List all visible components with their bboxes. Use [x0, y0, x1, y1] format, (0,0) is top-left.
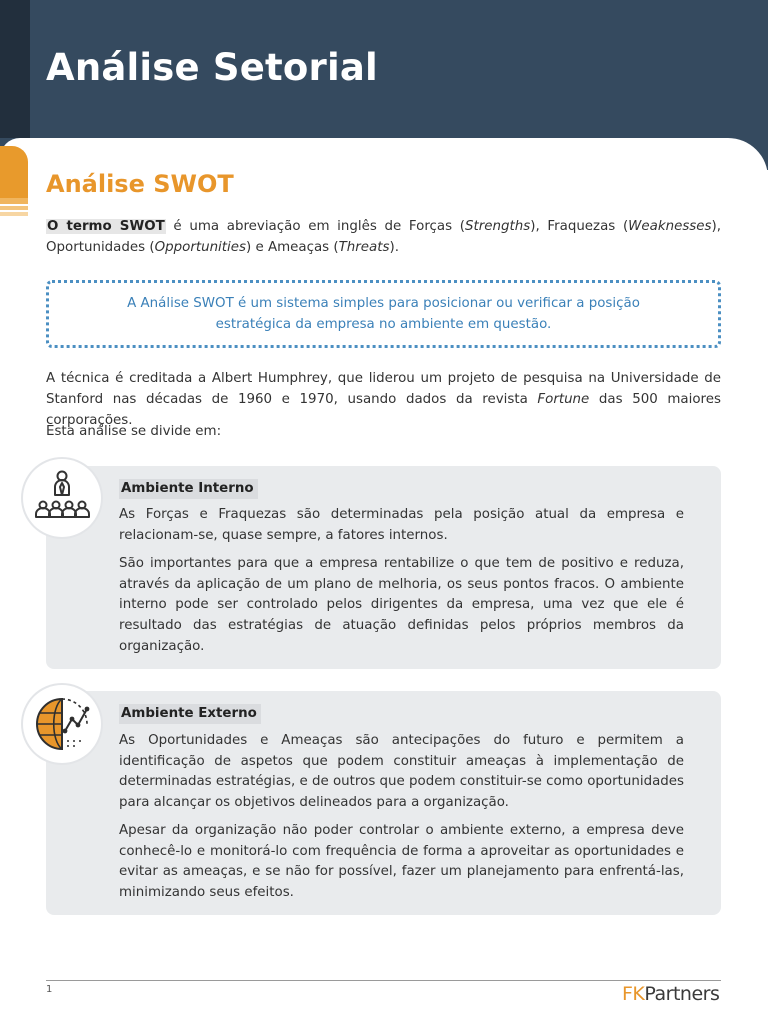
- internal-paragraph-1: As Forças e Fraquezas são determinadas pela posição atual da empresa e relacionam-se, quase sempre, a fatores internos.: [119, 507, 684, 543]
- internal-title: Ambiente Interno: [119, 479, 258, 499]
- fkpartners-logo: FKPartners: [622, 983, 720, 1005]
- internal-paragraph-2: São importantes para que a empresa rentabilize o que tem de positivo e reduza, através da aplicação de um plano de melhoria, os seus pontos fracos. O ambiente interno pode ser controlado pelos dirigentes da empresa, uma vez que ele é resultado das estratégias de atuação definidas pelos próprios membros da organização.: [119, 556, 684, 654]
- callout-box: [46, 280, 721, 348]
- team-hierarchy-icon: [23, 459, 101, 537]
- intro-paragraph: O termo SWOT é uma abreviação em inglês de Forças (Strengths), Fraquezas (Weaknesses), Oportunidades (Opportunities) e Ameaças (Threats).: [46, 219, 721, 255]
- page-number: 1: [46, 984, 53, 995]
- external-paragraph-1: As Oportunidades e Ameaças são antecipações do futuro e permitem a identificação de aspetos que podem constituir ameaças à implementação de determinadas estratégias, e de outros que podem constituir-se como oportunidades para alcançar os objetivos delineados para a organização.: [119, 733, 684, 811]
- history-paragraph: A técnica é creditada a Albert Humphrey, que liderou um projeto de pesquisa na Universidade de Stanford nas décadas de 1960 e 1970, usando dados da revista Fortune das 500 maiores corporações.: [46, 371, 721, 428]
- internal-environment-box: [46, 466, 721, 669]
- section-title: Análise SWOT: [46, 170, 234, 198]
- header-side-strip: [0, 0, 30, 138]
- divide-paragraph: Esta análise se divide em:: [46, 424, 222, 439]
- swot-term-highlight: O termo SWOT: [47, 219, 165, 234]
- external-paragraph-2: Apesar da organização não poder controlar o ambiente externo, a empresa deve conhecê-lo e monitorá-lo com frequência de forma a aproveitar as oportunidades e evitar as ameaças, e se não for possível, fazer um planejamento para enfrentá-las, minimizando seus efeitos.: [119, 823, 684, 901]
- callout-text: A Análise SWOT é um sistema simples para posicionar ou verificar a posição estratégica da empresa no ambiente em questão.: [127, 296, 640, 332]
- globe-chart-icon: [23, 685, 101, 763]
- footer-divider: [46, 980, 721, 981]
- external-title: Ambiente Externo: [119, 704, 261, 724]
- magazine-name: Fortune: [537, 392, 590, 407]
- external-environment-box: [46, 691, 721, 915]
- orange-accent-tab: [0, 146, 28, 220]
- page-title: Análise Setorial: [46, 46, 378, 89]
